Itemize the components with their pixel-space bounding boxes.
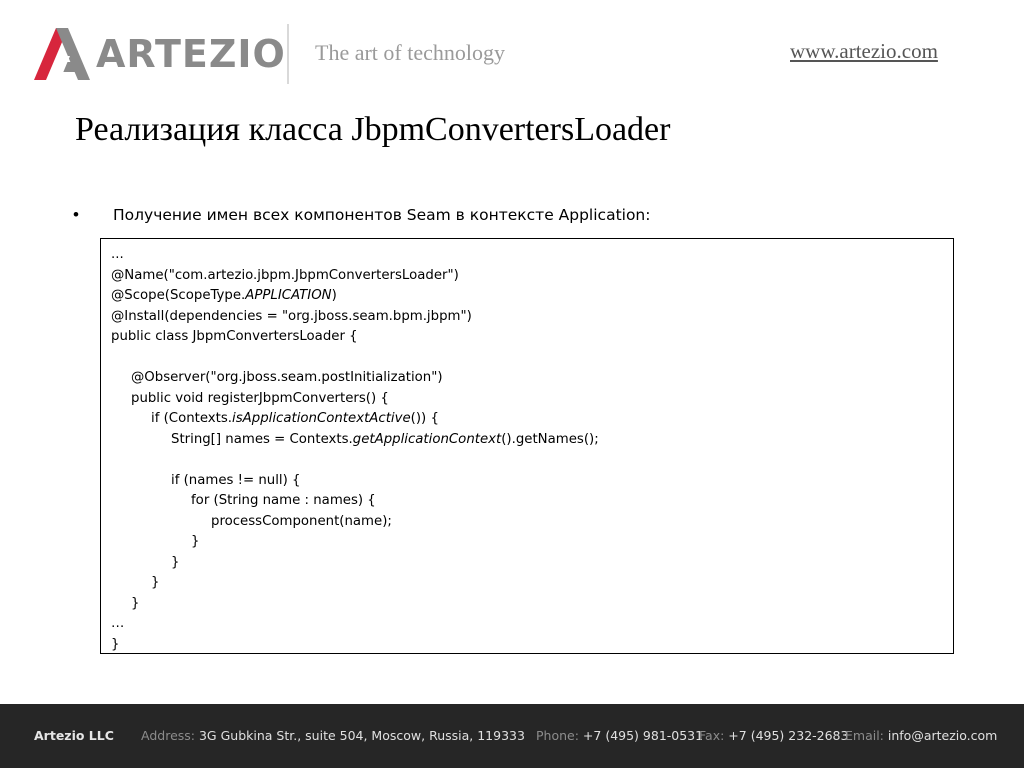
website-link[interactable]: www.artezio.com (790, 39, 938, 63)
code-line (111, 286, 953, 307)
slide-title: Реализация класса JbpmConvertersLoader (75, 111, 671, 148)
footer-company: Artezio LLC (34, 728, 114, 743)
code-line-blank (111, 450, 953, 471)
code-line: @Install(dependencies = "org.jboss.seam.bpm.jbpm") (111, 308, 472, 324)
tagline: The art of technology (315, 40, 505, 65)
code-block (100, 238, 954, 654)
footer-fax (699, 727, 848, 745)
code-token: ()) { (410, 411, 439, 426)
footer-address-label: Address: (141, 728, 195, 743)
code-line: public class JbpmConvertersLoader { (111, 329, 358, 344)
code-line: } (131, 595, 140, 611)
code-token: String[] names = Contexts. (171, 431, 353, 447)
slide-footer (0, 704, 1024, 768)
code-line: } (151, 575, 160, 590)
code-line: … (111, 616, 125, 631)
footer-fax-label: Fax: (699, 728, 725, 743)
bullet-text: Получение имен всех компонентов Seam в контексте Application: (113, 206, 651, 224)
artezio-logo (34, 28, 286, 82)
code-line: } (191, 534, 200, 549)
code-line (111, 409, 953, 430)
footer-phone-label: Phone: (536, 728, 579, 743)
code-line: } (111, 636, 120, 652)
code-token: ().getNames(); (501, 431, 599, 447)
code-line: @Observer("org.jboss.seam.postInitialization") (131, 370, 443, 385)
footer-email-label: Email: (845, 728, 884, 743)
bullet-item (73, 204, 973, 226)
code-line: ... (111, 247, 124, 262)
code-token: ) (331, 288, 337, 303)
code-token-italic: APPLICATION (245, 288, 332, 303)
footer-phone (536, 727, 703, 745)
code-line-blank (111, 348, 953, 369)
code-line: if (names != null) { (171, 472, 301, 488)
footer-email-value[interactable]: info@artezio.com (887, 728, 998, 743)
logo-wordmark: ARTEZIO (96, 32, 286, 76)
bullet-marker: • (73, 205, 79, 224)
code-line: } (171, 554, 180, 570)
code-line: processComponent(name); (211, 513, 392, 529)
code-token-italic: getApplicationContext (352, 431, 502, 447)
code-line: @Name("com.artezio.jbpm.JbpmConvertersLoader") (111, 267, 459, 283)
code-line: for (String name : names) { (191, 493, 376, 508)
artezio-logo-icon (34, 28, 90, 80)
footer-address-value: 3G Gubkina Str., suite 504, Moscow, Russia, 119333 (198, 728, 525, 743)
footer-fax-value: +7 (495) 232-2683 (728, 728, 849, 743)
code-line (111, 430, 953, 451)
code-token: @Scope(ScopeType. (111, 288, 246, 303)
footer-email (845, 727, 997, 745)
code-line: public void registerJbpmConverters() { (131, 390, 389, 406)
header-divider (287, 24, 289, 84)
code-token: if (Contexts. (151, 411, 233, 426)
footer-address (141, 727, 525, 745)
slide-header (0, 0, 1024, 100)
footer-phone-value: +7 (495) 981-0531 (582, 728, 704, 743)
code-token-italic: isApplicationContextActive (232, 411, 411, 426)
